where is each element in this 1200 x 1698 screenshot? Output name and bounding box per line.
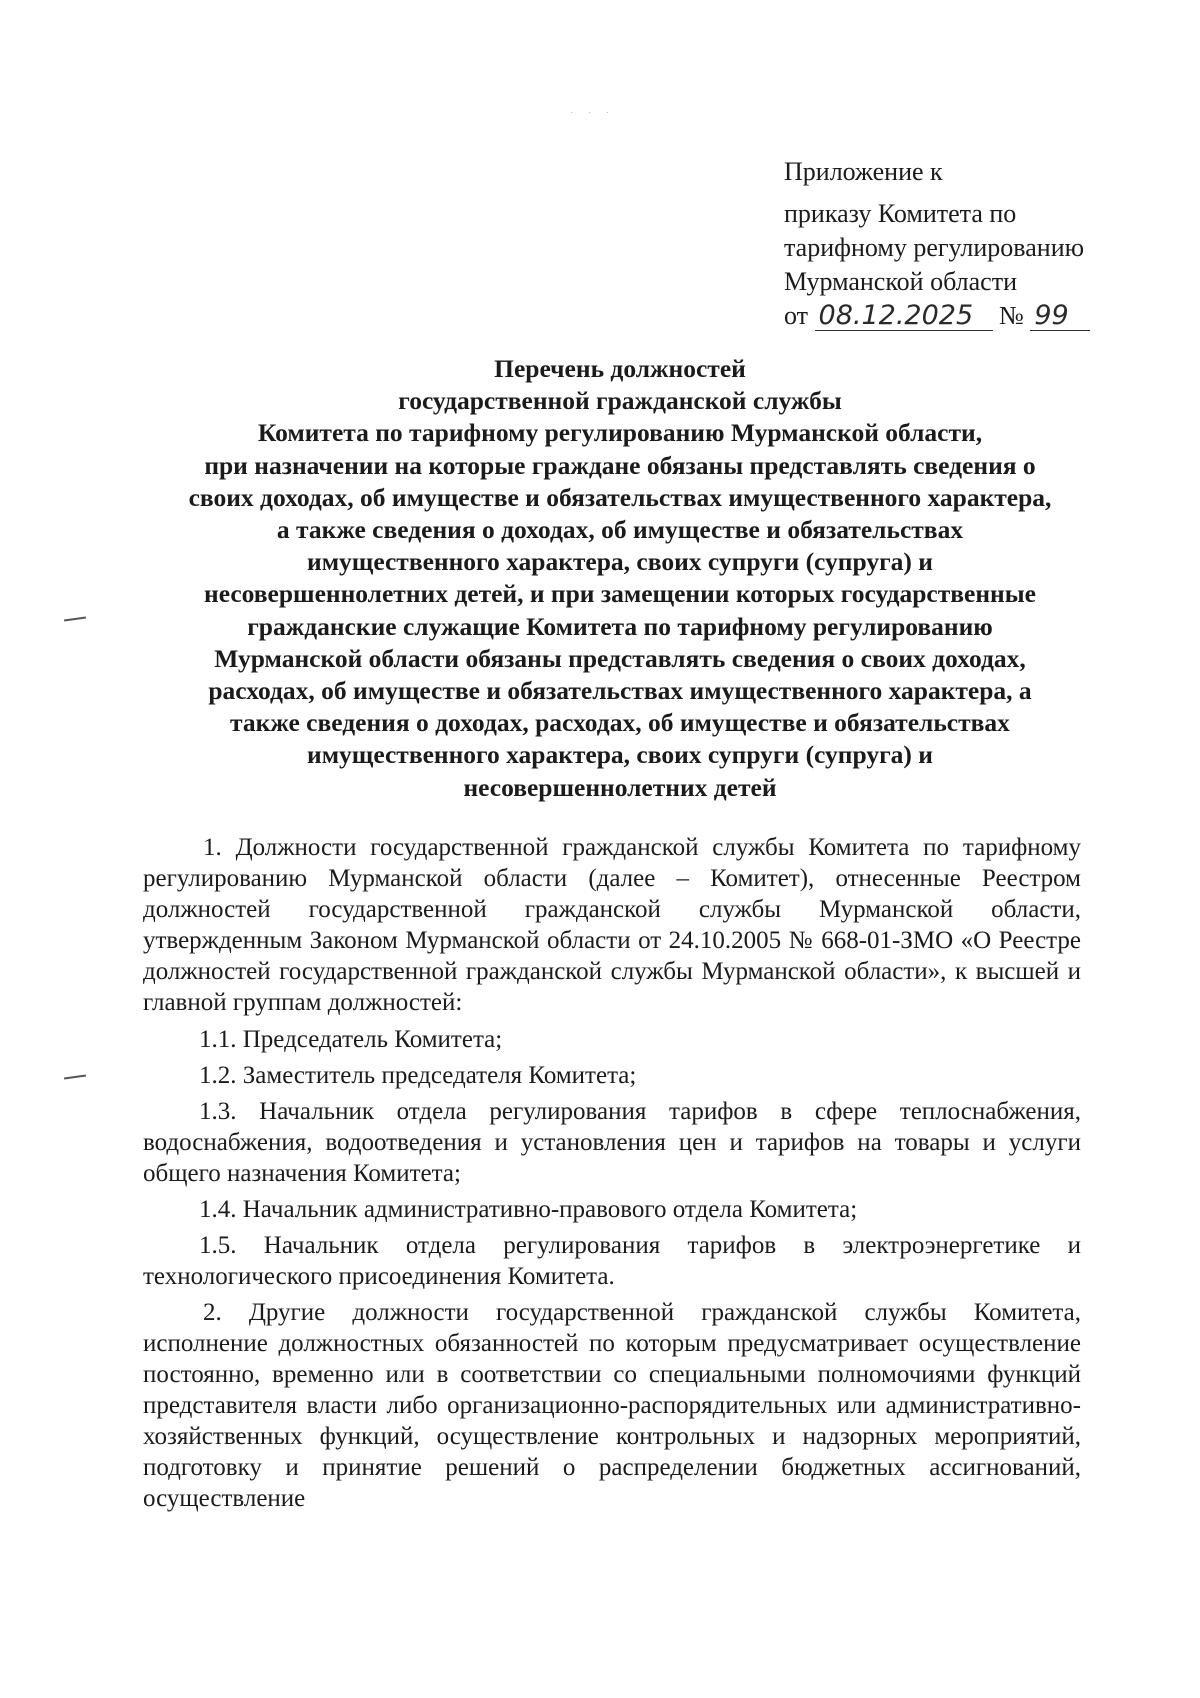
title-line: гражданские служащие Комитета по тарифному регулированию: [247, 611, 993, 641]
title-line: несовершеннолетних детей, и при замещении которых государственные: [204, 579, 1036, 609]
number-prefix: №: [999, 301, 1024, 330]
title-line: государственной гражданской службы: [398, 386, 842, 416]
title-line: а также сведения о доходах, об имуществе и обязательствах: [276, 515, 964, 545]
appendix-line-4: Мурманской области: [784, 267, 1017, 296]
handwritten-date: 08.12.2025: [815, 302, 993, 331]
list-item-1-4: 1.4. Начальник административно-правового отдела Комитета;: [199, 1196, 858, 1223]
list-item-1-2: 1.2. Заместитель председателя Комитета;: [199, 1062, 637, 1089]
appendix-header: [784, 155, 1124, 333]
title-line: расходах, об имуществе и обязательствах имущественного характера, а: [208, 676, 1032, 706]
list-item-1-3: 1.3. Начальник отдела регулирования тарифов в сфере теплоснабжения, водоснабжения, водоотведения и установления цен и тарифов на товары и услуги общего назначения Комитета;: [143, 1098, 1081, 1187]
title-line: также сведения о доходах, расходах, об имуществе и обязательствах: [230, 708, 1010, 738]
appendix-line-2: приказу Комитета по: [784, 199, 1017, 228]
title-line: своих доходах, об имуществе и обязательствах имущественного характера,: [188, 482, 1052, 512]
title-line: Комитета по тарифному регулированию Мурманской области,: [257, 418, 983, 448]
title-line: Мурманской области обязаны представлять сведения о своих доходах,: [214, 643, 1026, 673]
paragraph-1: 1. Должности государственной гражданской службы Комитета по тарифному регулированию Мурманской области (далее – Комитет), отнесенные Реестром должностей государственной гражданской службы Мурманской области, утвержденным Законом Мурманской области от 24.10.2005 № 668-01-ЗМО «О Реестре должностей государственной гражданской службы Мурманской области», к высшей и главной группам должностей:: [143, 834, 1081, 1016]
document-title: [155, 353, 1085, 804]
scan-specks: · · ·: [570, 108, 615, 119]
margin-mark: [64, 616, 86, 621]
margin-mark: [64, 1074, 86, 1079]
document-body: [143, 832, 1081, 1520]
appendix-date-line: [784, 299, 1124, 333]
list-item-1-1: 1.1. Председатель Комитета;: [199, 1026, 503, 1053]
title-line: имущественного характера, своих супруги (супруга) и: [307, 547, 933, 577]
title-line: несовершеннолетних детей: [463, 772, 777, 802]
appendix-line-1: Приложение к: [784, 157, 943, 186]
title-line: имущественного характера, своих супруги (супруга) и: [307, 740, 933, 770]
handwritten-number: 99: [1030, 302, 1090, 331]
paragraph-2: 2. Другие должности государственной гражданской службы Комитета, исполнение должностных обязанностей по которым предусматривает осуществление постоянно, временно или в соответствии со специальными полномочиями функций представителя власти либо организационно-распорядительных или административно-хозяйственных функций, осуществление контрольных и надзорных мероприятий, подготовку и принятие решений о распределении бюджетных ассигнований, осуществление: [143, 1299, 1081, 1512]
list-item-1-5: 1.5. Начальник отдела регулирования тарифов в электроэнергетике и технологического присоединения Комитета.: [143, 1232, 1081, 1290]
appendix-line-3: тарифному регулированию: [784, 233, 1085, 262]
title-line: при назначении на которые граждане обязаны представлять сведения о: [204, 450, 1036, 480]
date-prefix: от: [784, 301, 809, 330]
title-line: Перечень должностей: [494, 354, 746, 383]
